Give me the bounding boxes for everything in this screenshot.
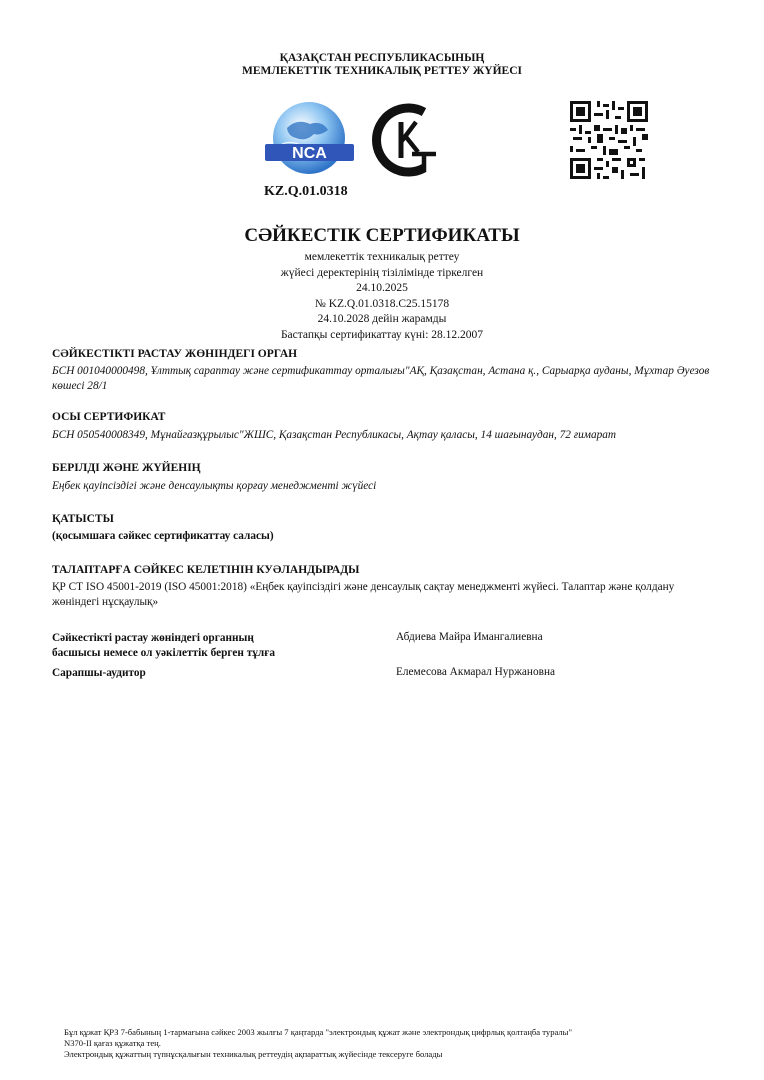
svg-text:NCA: NCA xyxy=(292,145,327,162)
footer-line-1: Бұл құжат ҚРЗ 7-бабының 1-тармағына сәйкес 2003 жылғы 7 қаңтарда "электрондық құжат және электрондық цифрлық қолтаңба туралы" xyxy=(64,1027,572,1037)
auditor-role: Сарапшы-аудитор xyxy=(52,667,146,679)
qr-code-icon[interactable] xyxy=(570,101,648,179)
header-line-1: ҚАЗАҚСТАН РЕСПУБЛИКАСЫНЫҢ xyxy=(279,52,485,64)
registry-code: KZ.Q.01.0318 xyxy=(264,184,348,199)
footer-line-3: Электрондық құжаттың түпнұсқалығын техникалық реттеудің ақпараттық жүйесінде тексеруге болады xyxy=(64,1049,443,1059)
scope-text: (қосымшаға сәйкес сертификаттау саласы) xyxy=(52,530,274,542)
system-text: Еңбек қауіпсіздігі және денсаулықты қорғау менеджменті жүйесі xyxy=(52,480,377,492)
footer-note xyxy=(64,1027,724,1060)
header-title xyxy=(0,52,764,78)
scope-heading: ҚАТЫСТЫ xyxy=(52,513,114,525)
holder-heading: ОСЫ СЕРТИФИКАТ xyxy=(52,411,166,423)
organ-text: БСН 001040000498, Ұлттық сараптау және сертификаттау орталығы"АҚ, Қазақстан, Астана қ., Сарыарқа ауданы, Мұхтар Әуезов көшесі 28/1 xyxy=(52,365,710,392)
signatory-role xyxy=(52,631,275,661)
requirements-heading: ТАЛАПТАРҒА СӘЙКЕС КЕЛЕТІНІН КУӘЛАНДЫРАДЫ xyxy=(52,564,360,576)
registration-block xyxy=(0,250,764,343)
auditor-name: Елемесова Акмарал Нуржановна xyxy=(396,666,556,678)
registration-line-1: мемлекеттік техникалық реттеу xyxy=(304,251,460,263)
signatory-role-line-2: басшысы немесе ол уәкілеттік берген тұлға xyxy=(52,647,276,659)
valid-until: 24.10.2028 дейін жарамды xyxy=(317,313,447,325)
registration-date: 24.10.2025 xyxy=(356,282,408,294)
signatory-role-line-1: Сәйкестікті растау жөніндегі органның xyxy=(52,632,254,644)
kz-conformity-mark-icon xyxy=(368,100,446,180)
nca-logo xyxy=(262,100,357,180)
signatory-name: Абдиева Майра Имангалиевна xyxy=(396,631,543,643)
certificate-title: СӘЙКЕСТІК СЕРТИФИКАТЫ xyxy=(244,225,520,246)
header-line-2: МЕМЛЕКЕТТІК ТЕХНИКАЛЫҚ РЕТТЕУ ЖҮЙЕСІ xyxy=(241,65,522,77)
initial-certification-date: Бастапқы сертификаттау күні: 28.12.2007 xyxy=(280,328,484,341)
footer-line-2: N370-II қағаз құжатқа тең. xyxy=(64,1038,161,1048)
registration-line-2: жүйесі деректерінің тізілімінде тіркелген xyxy=(280,266,484,279)
holder-text: БСН 050540008349, Мұнайгазқұрылыс"ЖШС, Қазақстан Республикасы, Ақтау қаласы, 14 шағынаудан, 72 ғимарат xyxy=(52,429,617,441)
requirements-text: ҚР СТ ISO 45001-2019 (ISO 45001:2018) «Еңбек қауіпсіздігі және денсаулық сақтау менеджменті жүйесі. Талаптар және қолдану жөніндегі нұсқаулық» xyxy=(52,581,675,608)
organ-heading: СӘЙКЕСТІКТІ РАСТАУ ЖӨНІНДЕГІ ОРГАН xyxy=(52,348,298,360)
certificate-number: № KZ.Q.01.0318.C25.15178 xyxy=(314,297,450,310)
system-heading: БЕРІЛДІ ЖӘНЕ ЖҮЙЕНІҢ xyxy=(52,462,201,474)
